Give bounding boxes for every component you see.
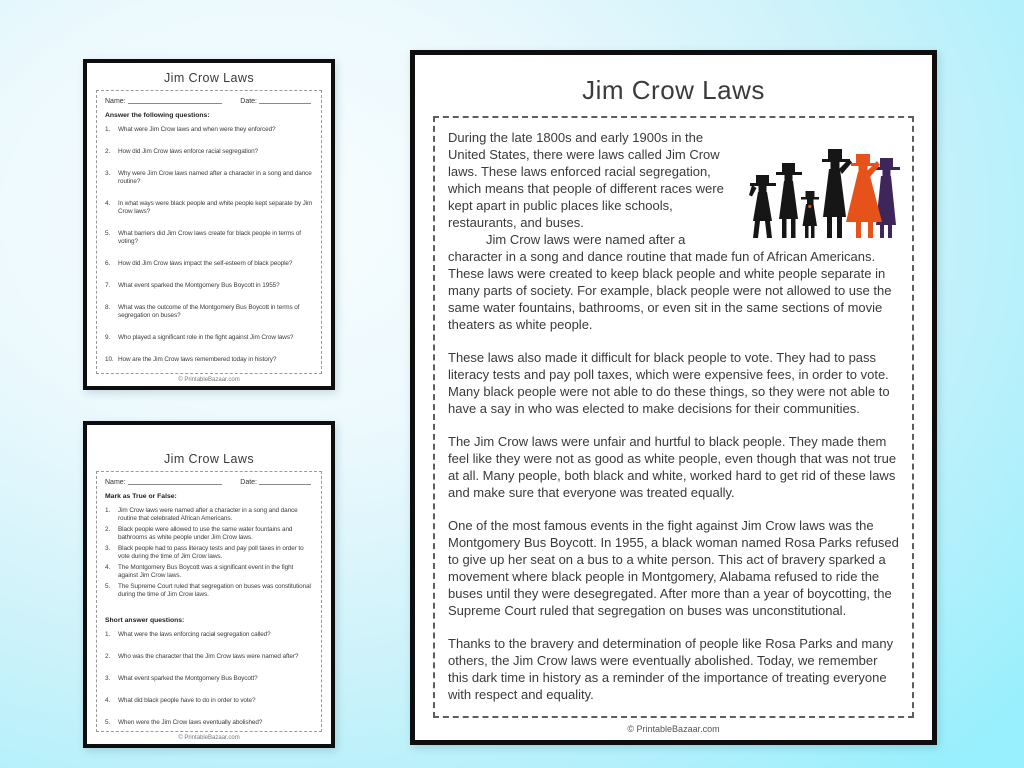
section-heading: Answer the following questions:: [105, 112, 210, 119]
name-date-row: [105, 478, 313, 486]
purple-figure: [875, 158, 900, 238]
passage-paragraph: The Jim Crow laws were unfair and hurtful to black people. They made them feel like they were not as good as white people, even though that was not true at all. Many people, both black and white, worked hard to get rid of these laws and make sure that everyone was treated equally.: [448, 434, 897, 501]
question-text: Why were Jim Crow laws named after a character in a song and dance routine?: [118, 170, 312, 185]
date-label: Date:: [240, 479, 257, 486]
truefalse-item: [105, 526, 313, 542]
passage-paragraph: These laws also made it difficult for black people to vote. They had to pass literacy tests and pay poll taxes, which were expensive fees, in order to vote. Many black people were not able to do these things, so they were not able to have a say in who was elected to make decisions for their communities.: [448, 350, 890, 417]
question-number: 4.: [105, 564, 111, 571]
question-text: What barriers did Jim Crow laws create for black people in terms of voting?: [118, 230, 301, 245]
date-blank-line: [259, 97, 311, 104]
short-answer-item: [105, 697, 313, 705]
question-number: 4.: [105, 697, 111, 704]
question-text: Who was the character that the Jim Crow laws were named after?: [118, 653, 299, 660]
question-text: How did Jim Crow laws impact the self-esteem of black people?: [118, 260, 293, 267]
question-text: Black people had to pass literacy tests and pay poll taxes in order to vote during the time of Jim Crow laws.: [118, 545, 304, 560]
name-blank-line: [128, 97, 223, 104]
question-text: The Montgomery Bus Boycott was a significant event in the fight against Jim Crow laws.: [118, 564, 294, 579]
silhouette-figures-icon: [748, 138, 900, 238]
worksheet-questions-page: [83, 59, 335, 390]
passage-paragraph: Thanks to the bravery and determination of people like Rosa Parks and many others, the Jim Crow laws were eventually abolished. Today, we remember this dark time in history as a reminder of the importance of treating everyone with respect and equality.: [448, 636, 894, 703]
copyright-footer: © PrintableBazaar.com: [178, 735, 240, 741]
copyright-footer: © PrintableBazaar.com: [627, 724, 720, 734]
question-text: Jim Crow laws were named after a character in a song and dance routine that celebrated African Americans.: [118, 507, 298, 522]
short-answer-item: [105, 653, 313, 661]
question-text: How did Jim Crow laws enforce racial segregation?: [118, 148, 259, 155]
section-spacer: [105, 602, 313, 616]
page-title: Jim Crow Laws: [164, 452, 254, 466]
short-answer-item: [105, 675, 313, 683]
question-item: [105, 334, 313, 342]
question-text: Black people were allowed to use the same water fountains and bathrooms as white people under Jim Crow laws.: [118, 526, 293, 541]
question-text: The Supreme Court ruled that segregation on buses was constitutional during the time of Jim Crow laws.: [118, 583, 311, 598]
worksheet-truefalse-sheet: [87, 425, 331, 744]
bowtie-dot: [808, 205, 811, 208]
page-title: Jim Crow Laws: [582, 75, 765, 105]
question-item: [105, 260, 313, 268]
copyright-footer: © PrintableBazaar.com: [178, 377, 240, 383]
question-number: 5.: [105, 719, 111, 726]
short-answer-heading: Short answer questions:: [105, 617, 185, 624]
question-text: What was the outcome of the Montgomery Bus Boycott in terms of segregation on buses?: [118, 304, 300, 319]
truefalse-item: [105, 583, 313, 599]
name-label: Name:: [105, 98, 126, 105]
orange-figure: [846, 154, 882, 238]
question-item: [105, 200, 313, 216]
truefalse-item: [105, 507, 313, 523]
question-number: 9.: [105, 334, 111, 341]
question-item: [105, 148, 313, 156]
question-number: 4.: [105, 200, 111, 207]
question-number: 10.: [105, 356, 114, 363]
worksheet-truefalse-page: [83, 421, 335, 748]
question-item: [105, 282, 313, 290]
truefalse-box: [96, 471, 322, 732]
question-item: [105, 170, 313, 186]
black-figures: [749, 149, 852, 238]
question-text: What were Jim Crow laws and when were they enforced?: [118, 126, 276, 133]
question-text: What did black people have to do in order to vote?: [118, 697, 256, 704]
question-text: What event sparked the Montgomery Bus Boycott in 1955?: [118, 282, 280, 289]
question-number: 3.: [105, 170, 111, 177]
question-number: 2.: [105, 526, 111, 533]
question-item: [105, 304, 313, 320]
truefalse-item: [105, 564, 313, 580]
question-number: 5.: [105, 230, 111, 237]
truefalse-heading: Mark as True or False:: [105, 493, 177, 500]
truefalse-list: [105, 507, 313, 599]
name-label: Name:: [105, 479, 126, 486]
short-answer-item: [105, 631, 313, 639]
question-text: How are the Jim Crow laws remembered today in history?: [118, 356, 277, 363]
worksheet-questions-sheet: [87, 63, 331, 386]
passage-paragraph: Jim Crow laws were named after a character in a song and dance routine that made fun of African Americans. These laws were created to keep black people and white people separate in many parts of society. For example, black people were not allowed to use the same water fountains, bathrooms, or even sit in the same sections of movie theaters as white people.: [448, 232, 892, 333]
question-number: 2.: [105, 653, 111, 660]
passage-paragraph: One of the most famous events in the fight against Jim Crow laws was the Montgomery Bus Boycott. In 1955, a black woman named Rosa Parks refused to give up her seat on a bus to a white person. This act of bravery sparked a movement where black people in Montgomery, Alabama refused to ride the buses until they were desegregated. After more than a year of boycotting, the Supreme Court ruled that segregation on buses was unconstitutional.: [448, 518, 899, 619]
passage-paragraph: During the late 1800s and early 1900s in the United States, there were laws called Jim Crow laws. These laws enforced racial segregation, which means that people of different races were kept apart in public places like schools, restaurants, and buses.: [448, 130, 724, 231]
question-text: In what ways were black people and white people kept separate by Jim Crow laws?: [118, 200, 313, 215]
question-number: 2.: [105, 148, 111, 155]
name-blank-line: [128, 478, 223, 485]
truefalse-item: [105, 545, 313, 561]
question-number: 1.: [105, 507, 111, 514]
question-text: When were the Jim Crow laws eventually abolished?: [118, 719, 263, 726]
question-number: 3.: [105, 675, 111, 682]
name-date-row: [105, 97, 313, 105]
question-text: What were the laws enforcing racial segregation called?: [118, 631, 271, 638]
question-number: 7.: [105, 282, 111, 289]
passage-box: [433, 116, 914, 718]
question-item: [105, 230, 313, 246]
question-item: [105, 126, 313, 134]
question-number: 6.: [105, 260, 111, 267]
question-number: 5.: [105, 583, 111, 590]
question-number: 3.: [105, 545, 111, 552]
page-title: Jim Crow Laws: [164, 71, 254, 85]
short-answer-item: [105, 719, 313, 727]
question-text: Who played a significant role in the fight against Jim Crow laws?: [118, 334, 294, 341]
question-number: 8.: [105, 304, 111, 311]
question-text: What event sparked the Montgomery Bus Boycott?: [118, 675, 258, 682]
questions-box: [96, 90, 322, 374]
date-label: Date:: [240, 98, 257, 105]
reading-passage-page: [410, 50, 937, 745]
dancing-silhouettes-illustration: [748, 138, 900, 238]
question-number: 1.: [105, 126, 111, 133]
question-item: [105, 356, 313, 364]
question-number: 1.: [105, 631, 111, 638]
date-blank-line: [259, 478, 311, 485]
